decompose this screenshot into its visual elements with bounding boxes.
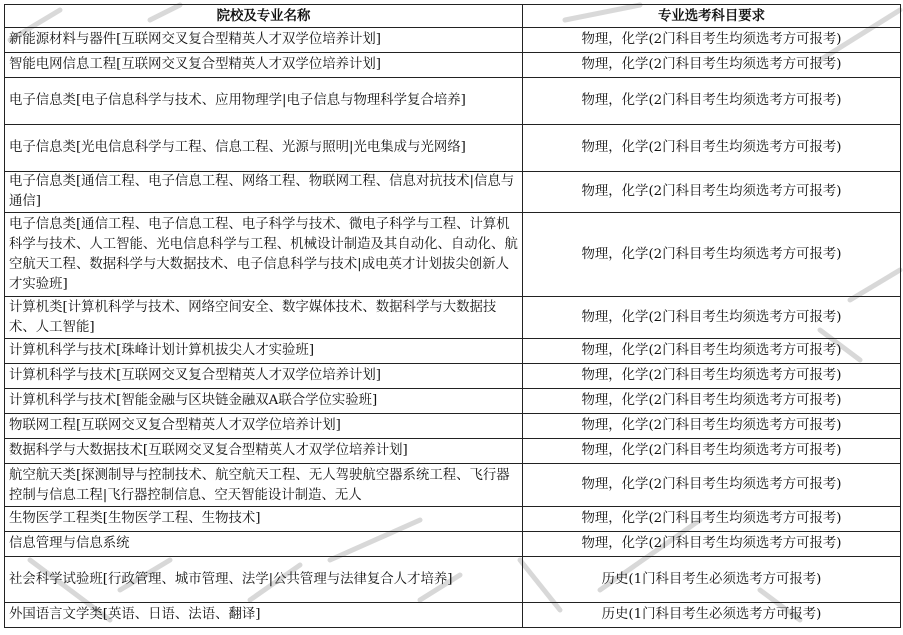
requirement-cell: 物理，化学(2门科目考生均须选考方可报考) [523, 464, 901, 507]
table-header-row [5, 5, 901, 28]
table-row [5, 507, 901, 532]
requirement-cell: 历史(1门科目考生必须选考方可报考) [523, 557, 901, 603]
major-name-cell: 新能源材料与器件[互联网交叉复合型精英人才双学位培养计划] [5, 28, 523, 53]
requirement-cell: 物理，化学(2门科目考生均须选考方可报考) [523, 439, 901, 464]
requirement-cell: 物理，化学(2门科目考生均须选考方可报考) [523, 389, 901, 414]
major-name-cell: 社会科学试验班[行政管理、城市管理、法学|公共管理与法律复合人才培养] [5, 557, 523, 603]
requirement-cell: 物理，化学(2门科目考生均须选考方可报考) [523, 532, 901, 557]
major-name-cell: 计算机科学与技术[珠峰计划计算机拔尖人才实验班] [5, 339, 523, 364]
major-name-cell: 生物医学工程类[生物医学工程、生物技术] [5, 507, 523, 532]
requirement-cell: 物理，化学(2门科目考生均须选考方可报考) [523, 28, 901, 53]
major-name-cell: 智能电网信息工程[互联网交叉复合型精英人才双学位培养计划] [5, 53, 523, 78]
requirement-cell: 物理，化学(2门科目考生均须选考方可报考) [523, 78, 901, 125]
table-row [5, 78, 901, 125]
table-row [5, 414, 901, 439]
major-name-cell [5, 464, 523, 507]
major-name-cell: 计算机科学与技术[智能金融与区块链金融双A联合学位实验班] [5, 389, 523, 414]
header-major-name: 院校及专业名称 [5, 5, 523, 28]
table-row [5, 389, 901, 414]
major-name-cell: 数据科学与大数据技术[互联网交叉复合型精英人才双学位培养计划] [5, 439, 523, 464]
requirement-cell: 历史(1门科目考生必须选考方可报考) [523, 603, 901, 628]
requirement-cell: 物理，化学(2门科目考生均须选考方可报考) [523, 364, 901, 389]
major-name-cell: 电子信息类[电子信息科学与技术、应用物理学|电子信息与物理科学复合培养] [5, 78, 523, 125]
major-name-cell: 信息管理与信息系统 [5, 532, 523, 557]
major-name-cell: 物联网工程[互联网交叉复合型精英人才双学位培养计划] [5, 414, 523, 439]
table-row [5, 439, 901, 464]
table-row [5, 339, 901, 364]
major-name-text: 航空航天类[探测制导与控制技术、航空航天工程、无人驾驶航空器系统工程、飞行器控制与信息工程|飞行器控制信息、空天智能设计制造、无人 [9, 468, 510, 503]
major-name-cell: 电子信息类[通信工程、电子信息工程、网络工程、物联网工程、信息对抗技术|信息与通信] [5, 172, 523, 213]
major-name-cell: 电子信息类[通信工程、电子信息工程、电子科学与技术、微电子科学与工程、计算机科学与技术、人工智能、光电信息科学与工程、机械设计制造及其自动化、自动化、航空航天工程、数据科学与大数据技术、电子信息科学与技术|成电英才计划拔尖创新人才实验班] [5, 213, 523, 297]
table-row [5, 557, 901, 603]
table-row [5, 532, 901, 557]
table-row [5, 125, 901, 172]
table-row [5, 213, 901, 297]
table-row [5, 603, 901, 628]
header-subject-requirement: 专业选考科目要求 [523, 5, 901, 28]
major-name-cell: 电子信息类[光电信息科学与工程、信息工程、光源与照明|光电集成与光网络] [5, 125, 523, 172]
major-name-cell: 计算机科学与技术[互联网交叉复合型精英人才双学位培养计划] [5, 364, 523, 389]
table-row [5, 28, 901, 53]
requirement-cell: 物理，化学(2门科目考生均须选考方可报考) [523, 507, 901, 532]
major-name-cell: 外国语言文学类[英语、日语、法语、翻译] [5, 603, 523, 628]
requirement-cell: 物理，化学(2门科目考生均须选考方可报考) [523, 414, 901, 439]
requirement-cell: 物理，化学(2门科目考生均须选考方可报考) [523, 53, 901, 78]
requirement-cell: 物理，化学(2门科目考生均须选考方可报考) [523, 125, 901, 172]
requirement-cell: 物理，化学(2门科目考生均须选考方可报考) [523, 213, 901, 297]
subject-requirements-table [4, 4, 901, 628]
table-row [5, 464, 901, 507]
table-row [5, 364, 901, 389]
requirement-cell: 物理，化学(2门科目考生均须选考方可报考) [523, 297, 901, 339]
table-row [5, 53, 901, 78]
requirement-cell: 物理，化学(2门科目考生均须选考方可报考) [523, 339, 901, 364]
table-row [5, 172, 901, 213]
major-name-cell: 计算机类[计算机科学与技术、网络空间安全、数字媒体技术、数据科学与大数据技术、人工智能] [5, 297, 523, 339]
requirement-cell: 物理，化学(2门科目考生均须选考方可报考) [523, 172, 901, 213]
table-row [5, 297, 901, 339]
